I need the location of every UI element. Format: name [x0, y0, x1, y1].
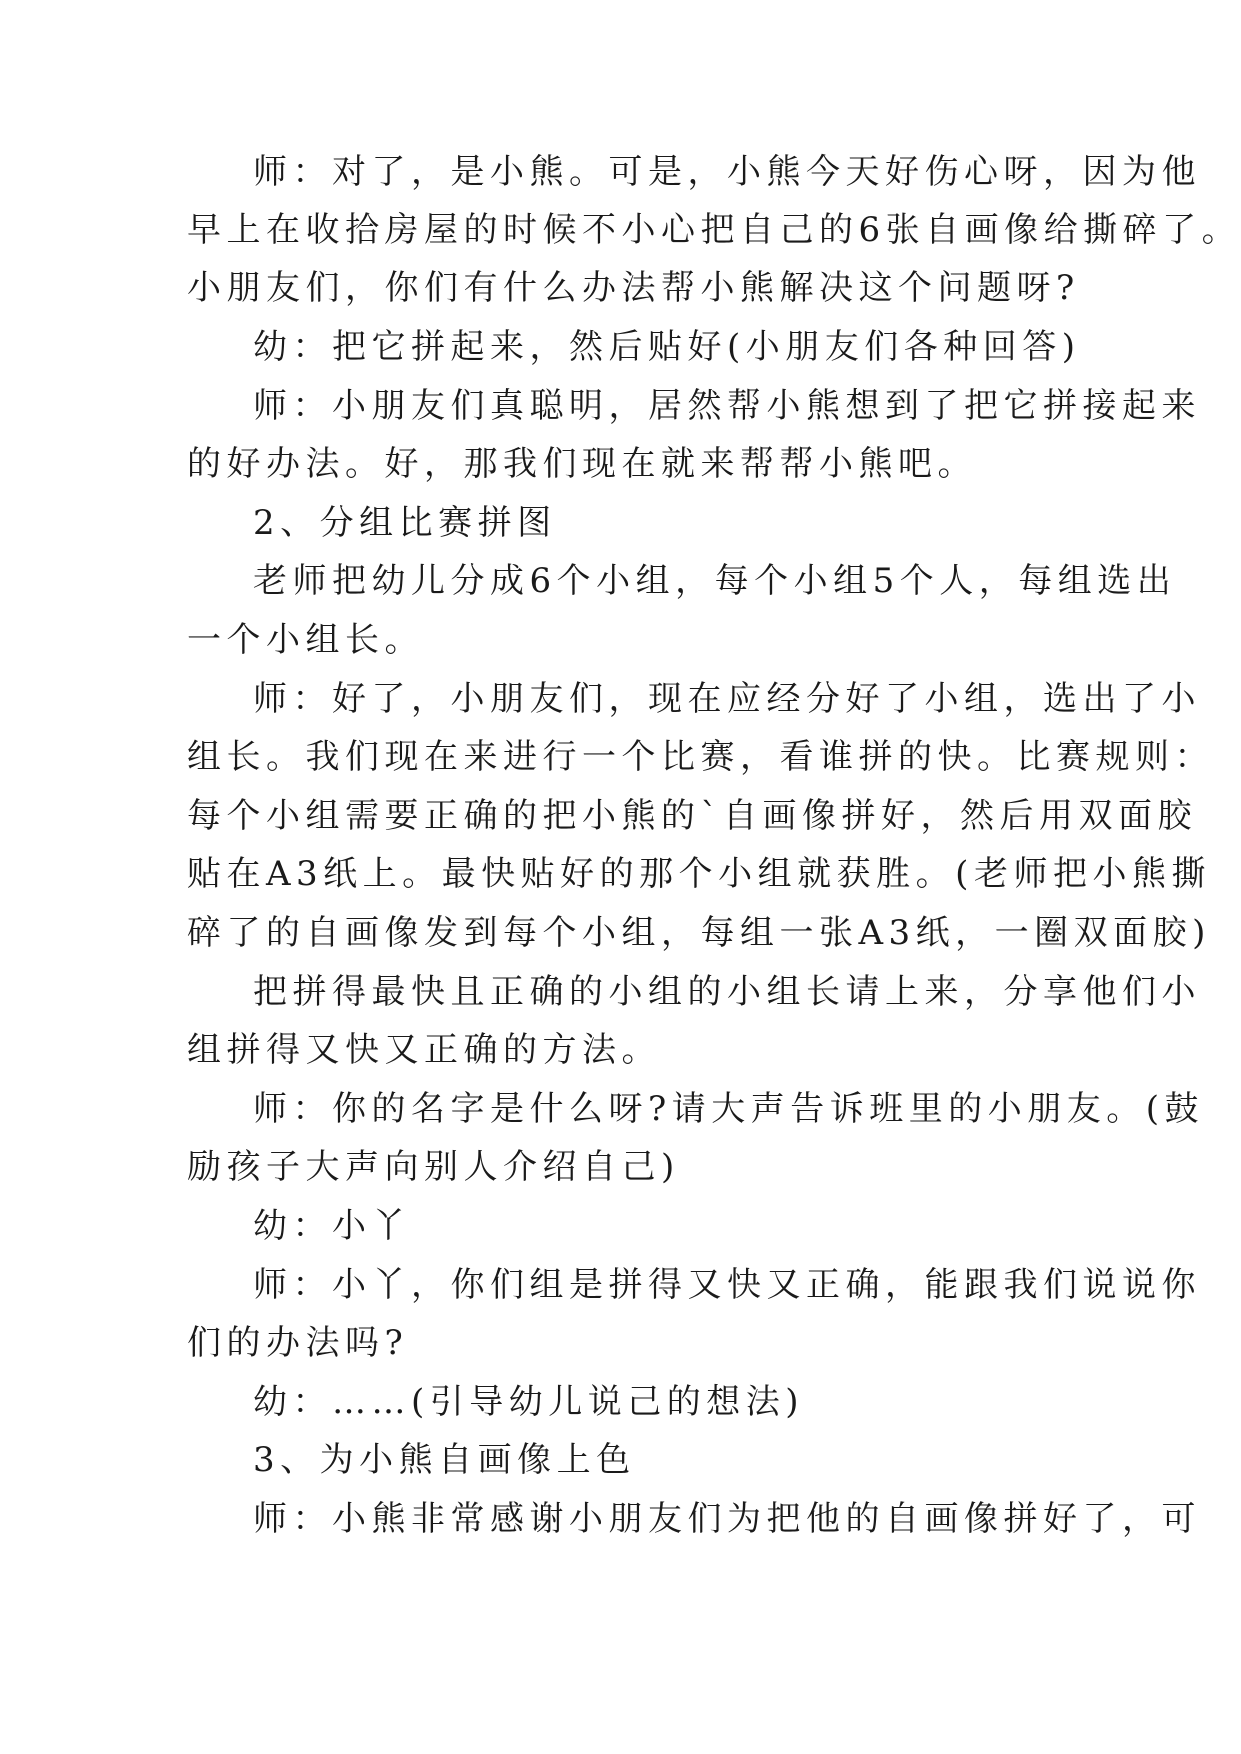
text-line: 幼：把它拼起来，然后贴好(小朋友们各种回答): [253, 327, 1081, 367]
text-line: 组长。我们现在来进行一个比赛，看谁拼的快。比赛规则：: [187, 737, 1214, 777]
text-line: 师：对了，是小熊。可是，小熊今天好伤心呀，因为他: [253, 152, 1201, 192]
text-line: 师：小朋友们真聪明，居然帮小熊想到了把它拼接起来: [253, 386, 1201, 426]
section-heading: 3、为小熊自画像上色: [253, 1440, 636, 1480]
text-line: 组拼得又快又正确的方法。: [187, 1030, 661, 1070]
section-heading: 2、分组比赛拼图: [253, 503, 557, 543]
text-line: 小朋友们，你们有什么办法帮小熊解决这个问题呀?: [187, 268, 1080, 308]
text-line: 一个小组长。: [187, 620, 424, 660]
text-line: 师：小丫，你们组是拼得又快又正确，能跟我们说说你: [253, 1265, 1201, 1305]
text-line: 把拼得最快且正确的小组的小组长请上来，分享他们小: [253, 972, 1201, 1012]
text-line: 的好办法。好，那我们现在就来帮帮小熊吧。: [187, 444, 977, 484]
text-line: 老师把幼儿分成6个小组，每个小组5个人，每组选出: [253, 561, 1177, 601]
text-line: 师：你的名字是什么呀?请大声告诉班里的小朋友。(鼓: [253, 1089, 1204, 1129]
text-line: 师：好了，小朋友们，现在应经分好了小组，选出了小: [253, 679, 1201, 719]
text-line: 每个小组需要正确的把小熊的`自画像拼好，然后用双面胶: [187, 796, 1197, 836]
text-line: 师：小熊非常感谢小朋友们为把他的自画像拼好了，可: [253, 1499, 1201, 1539]
text-line: 早上在收拾房屋的时候不小心把自己的6张自画像给撕碎了。: [187, 210, 1241, 250]
text-line: 碎了的自画像发到每个小组，每组一张A3纸，一圈双面胶): [187, 913, 1211, 953]
text-line: 们的办法吗?: [187, 1323, 409, 1363]
text-line: 幼：小丫: [253, 1206, 411, 1246]
text-line: 贴在A3纸上。最快贴好的那个小组就获胜。(老师把小熊撕: [187, 854, 1211, 894]
text-line: 幼：……(引导幼儿说己的想法): [253, 1382, 805, 1422]
text-line: 励孩子大声向别人介绍自己): [187, 1147, 680, 1187]
